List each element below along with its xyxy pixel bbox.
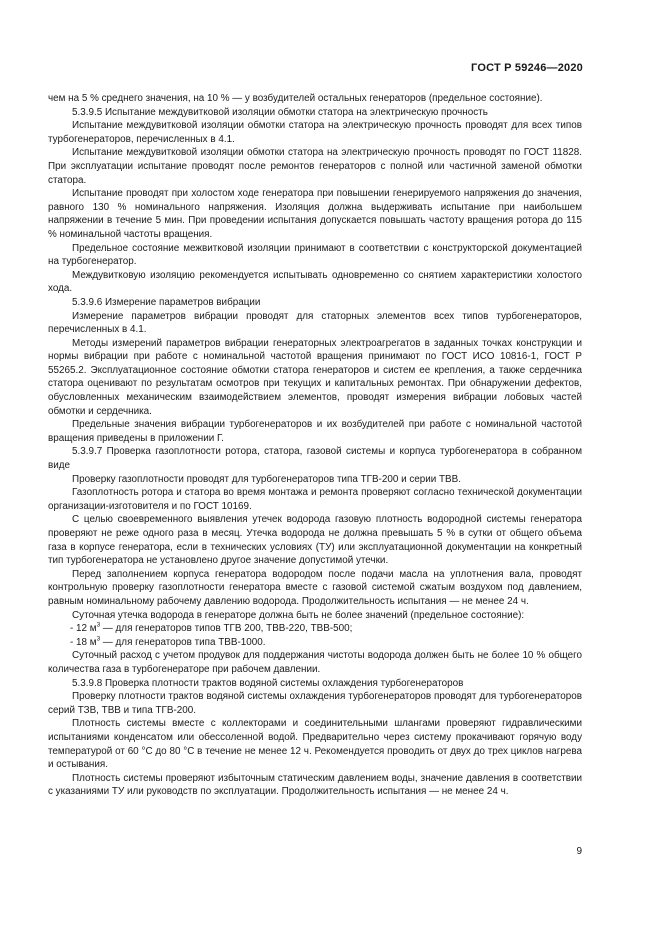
- list-item-superscript: 3: [96, 635, 101, 643]
- document-body: [48, 92, 582, 799]
- paragraph: чем на 5 % среднего значения, на 10 % — у возбудителей остальных генераторов (предельное состояние).: [48, 93, 543, 104]
- paragraph: Испытание междувитковой изоляции обмотки статора на электрическую прочность проводят для всех типов турбогенераторов, перечисленных в 4.1.: [48, 120, 582, 145]
- paragraph: Испытание проводят при холостом ходе генератора при повышении генерируемого напряжения до значения, равного 130 % номинального напряжения. Изоляция должна выдерживать испытание при наибольшем напряжении в течение 5 мин. При проведении испытания допускается повышать частоту вращения ротора до 115 % номинальной частоты вращения.: [48, 188, 582, 240]
- paragraph: Проверку газоплотности проводят для турбогенераторов типа ТГВ-200 и серии ТВВ.: [72, 473, 461, 485]
- section-heading: 5.3.9.5 Испытание междувитковой изоляции обмотки статора на электрическую прочность: [72, 106, 488, 118]
- paragraph: Перед заполнением корпуса генератора водородом после подачи масла на уплотнения вала, проводят контрольную проверку газоплотности генератора вместе с газовой системой сжатым воздухом под давлением, равным номинальному рабочему давлению водорода. Продолжительность испытания — не менее 24 ч.: [48, 568, 582, 607]
- paragraph: Суточный расход с учетом продувок для поддержания чистоты водорода должен быть не более 10 % общего количества газа в турбогенераторе при рабочем давлении.: [48, 650, 582, 675]
- paragraph: Плотность системы вместе с коллекторами и соединительными шлангами проверяют гидравлическими испытаниями конденсатом или обессоленной водой. Предварительно через систему прокачивают горячую воду температурой от 60 °С до 80 °С в течение не менее 12 ч. Рекомендуется проводить от двух до трех циклов нагрева и остывания.: [48, 718, 582, 771]
- section-heading: 5.3.9.8 Проверка плотности трактов водяной системы охлаждения турбогенераторов: [72, 677, 464, 689]
- section-heading: 5.3.9.6 Измерение параметров вибрации: [72, 296, 261, 308]
- section-heading: 5.3.9.7 Проверка газоплотности ротора, статора, газовой системы и корпуса турбогенератора в собранном виде: [48, 446, 582, 472]
- paragraph: Методы измерений параметров вибрации генераторных электроагрегатов в заданных точках конструкции и нормы вибрации при работе с номинальной частотой вращения принимают по ГОСТ ИСО 10816-1, ГОСТ Р 55265.2. Эксплуатационное состояние обмотки статора генераторов и систем ее крепления, а также сердечника статора оценивают по результатам осмотров при текущих и капитальных ремонтах. При обнаружении дефектов, обусловленных механическим взаимодействием элементов, проводят измерения вибрации лобовых частей обмотки и сердечника.: [48, 337, 582, 417]
- paragraph: Суточная утечка водорода в генераторе должна быть не более значений (предельное состояние):: [72, 609, 525, 621]
- paragraph: Плотность системы проверяют избыточным статическим давлением воды, значение давления в соответствии с указаниями ТУ или руководств по эксплуатации. Продолжительность испытания — не менее 24 ч.: [48, 772, 582, 798]
- list-item-suffix: — для генераторов типов ТГВ 200, ТВВ-220, ТВВ-500;: [100, 623, 353, 635]
- paragraph: Газоплотность ротора и статора во время монтажа и ремонта проверяют согласно технической документации организации-изготовителя и по ГОСТ 10169.: [48, 487, 582, 512]
- list-item-superscript: 3: [96, 621, 101, 629]
- paragraph: Предельное состояние межвитковой изоляции принимают в соответствии с конструкторской документацией на турбогенератор.: [48, 242, 582, 268]
- paragraph: Предельные значения вибрации турбогенераторов и их возбудителей при работе с номинальной частотой вращения приведены в приложении Г.: [48, 419, 582, 444]
- paragraph: Испытание междувитковой изоляции обмотки статора на электрическую прочность проводят по ГОСТ 11828. При эксплуатации испытание проводят после ремонтов генераторов с полной или частичной заменой обмотки статора.: [48, 147, 582, 186]
- list-item: [48, 636, 582, 650]
- paragraph: Проверку плотности трактов водяной системы охлаждения турбогенераторов проводят для турбогенераторов серий ТЗВ, ТВВ и типа ТГВ-200.: [48, 691, 582, 716]
- paragraph: Измерение параметров вибрации проводят для статорных элементов всех типов турбогенераторов, перечисленных в 4.1.: [48, 310, 582, 336]
- list-item-prefix: - 18 м: [70, 636, 97, 648]
- paragraph: С целью своевременного выявления утечек водорода газовую плотность водородной системы генератора проверяют не реже одного раза в месяц. Утечка водорода не должна превышать 5 % в сутки от общего объема газа в корпусе генератора, если в технических условиях (ТУ) или эксплуатационной документации на конкретный тип турбогенератора не установлено другое значение допустимой утечки.: [48, 514, 582, 567]
- list-item-prefix: - 12 м: [70, 623, 97, 635]
- list-item-suffix: — для генераторов типа ТВВ-1000.: [100, 636, 266, 648]
- list-item: [48, 622, 582, 636]
- page-number: 9: [576, 846, 582, 857]
- document-standard-header: ГОСТ Р 59246—2020: [471, 62, 583, 74]
- paragraph: Междувитковую изоляцию рекомендуется испытывать одновременно со снятием характеристики холостого хода.: [48, 269, 582, 295]
